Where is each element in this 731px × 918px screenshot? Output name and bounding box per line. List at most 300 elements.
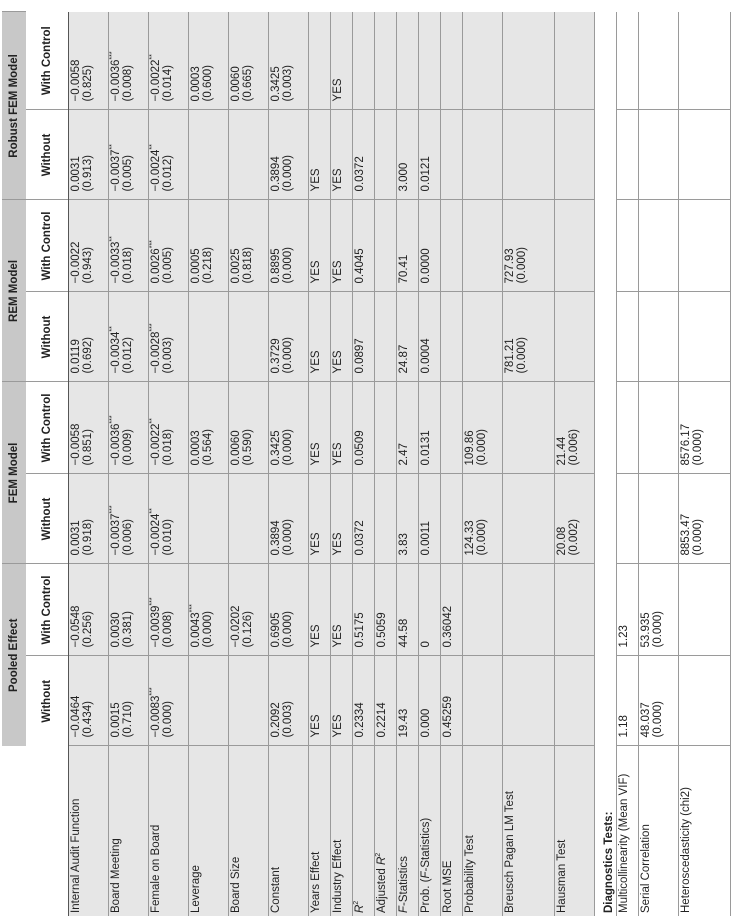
corner-cell: [26, 746, 69, 916]
coefficient-value: 2.47: [398, 443, 410, 466]
table-body: [69, 12, 731, 916]
row-label: Root MSE: [441, 746, 463, 916]
empty-cell: [595, 292, 617, 382]
table-cell: [397, 12, 419, 110]
coefficient-value: 8576.17: [680, 423, 692, 466]
coefficient-value: 0.0030: [110, 612, 122, 648]
table-row: [109, 12, 149, 916]
table-cell: [149, 200, 189, 292]
table-row: [331, 12, 353, 916]
table-cell: [463, 656, 503, 746]
table-cell: [269, 564, 309, 656]
p-value: (0.008): [122, 65, 134, 102]
table-cell: [375, 382, 397, 474]
table-cell: [269, 656, 309, 746]
p-value: (0.434): [82, 701, 94, 738]
coefficient-value: 1.23: [618, 625, 630, 648]
coefficient-value: 0.2334: [354, 702, 366, 738]
group-header: REM Model: [2, 200, 26, 382]
table-cell: [229, 200, 269, 292]
table-cell: [229, 564, 269, 656]
p-value: (0.692): [82, 337, 94, 374]
coefficient-value: YES: [310, 442, 322, 466]
table-cell: [617, 564, 639, 656]
table-cell: [353, 200, 375, 292]
table-cell: [463, 110, 503, 200]
row-label: Internal Audit Function: [69, 746, 109, 916]
table-cell: [463, 200, 503, 292]
table-cell: [149, 12, 189, 110]
table-cell: [189, 12, 229, 110]
column-header: Without: [26, 110, 69, 200]
table-cell: [463, 12, 503, 110]
row-label: Breusch Pagan LM Test: [503, 746, 555, 916]
coefficient-value: 0.3729: [270, 338, 282, 374]
coefficient-value: 0.0003: [190, 66, 202, 102]
coefficient-value: 24.87: [398, 344, 410, 374]
table-cell: [419, 474, 441, 564]
table-cell: [229, 110, 269, 200]
empty-cell: [595, 382, 617, 474]
empty-cell: [595, 564, 617, 656]
table-cell: [555, 110, 595, 200]
table-row: [419, 12, 441, 916]
table-cell: [149, 564, 189, 656]
table-cell: [269, 110, 309, 200]
table-cell: [555, 656, 595, 746]
coefficient-value: 53.935: [640, 612, 652, 648]
table-cell: [503, 200, 555, 292]
coefficient-value: 0.0031: [70, 520, 82, 556]
table-cell: [397, 382, 419, 474]
table-row: [149, 12, 189, 916]
table-cell: [189, 382, 229, 474]
coefficient-value: 0: [420, 641, 432, 648]
coefficient-value: 0.2092: [270, 702, 282, 738]
table-cell: [441, 200, 463, 292]
table-cell: [69, 656, 109, 746]
p-value: (0.564): [202, 429, 214, 466]
p-value: (0.000): [282, 337, 294, 374]
coefficient-value: −0.0022: [70, 241, 82, 284]
table-cell: [375, 656, 397, 746]
table-cell: [419, 12, 441, 110]
table-cell: [353, 382, 375, 474]
p-value: (0.000): [162, 701, 174, 738]
table-cell: [639, 564, 679, 656]
p-value: (0.003): [282, 701, 294, 738]
coefficient-value: 0.0015: [110, 702, 122, 738]
p-value: (0.000): [652, 701, 664, 738]
coefficient-value: 8853.47: [680, 513, 692, 556]
table-cell: [109, 200, 149, 292]
table-cell: [555, 474, 595, 564]
table-cell: [229, 656, 269, 746]
coefficient-value: 0.0121: [420, 156, 432, 192]
coefficient-value: 0.8895: [270, 248, 282, 284]
p-value: (0.818): [242, 247, 254, 284]
group-header: Pooled Effect: [2, 564, 26, 746]
table-cell: [503, 110, 555, 200]
row-label: Years Effect: [309, 746, 331, 916]
table-cell: [679, 382, 731, 474]
table-cell: [397, 110, 419, 200]
table-cell: [109, 292, 149, 382]
table-cell: [69, 200, 109, 292]
coefficient-value: 48.037: [640, 702, 652, 738]
empty-cell: [595, 12, 617, 110]
table-cell: [331, 12, 353, 110]
coefficient-value: YES: [332, 442, 344, 466]
coefficient-value: YES: [332, 78, 344, 102]
coefficient-value: −0.0036***: [109, 415, 122, 466]
p-value: (0.000): [282, 155, 294, 192]
table-row: [69, 12, 109, 916]
table-cell: [463, 474, 503, 564]
empty-cell: [595, 200, 617, 292]
table-cell: [419, 200, 441, 292]
p-value: (0.913): [82, 155, 94, 192]
coefficient-value: YES: [310, 350, 322, 374]
row-label: Board Size: [229, 746, 269, 916]
table-cell: [69, 564, 109, 656]
table-cell: [309, 382, 331, 474]
p-value: (0.918): [82, 519, 94, 556]
row-label: Board Meeting: [109, 746, 149, 916]
table-cell: [189, 200, 229, 292]
p-value: (0.000): [282, 247, 294, 284]
coefficient-value: YES: [310, 260, 322, 284]
coefficient-value: YES: [332, 168, 344, 192]
table-row: [229, 12, 269, 916]
table-row: [397, 12, 419, 916]
table-cell: [441, 656, 463, 746]
table-cell: [503, 12, 555, 110]
coefficient-value: 0.0372: [354, 520, 366, 556]
row-label: Hausman Test: [555, 746, 595, 916]
coefficient-value: 0.0897: [354, 338, 366, 374]
table-cell: [397, 656, 419, 746]
row-label: Prob. (F-Statistics): [419, 746, 441, 916]
table-cell: [503, 382, 555, 474]
coefficient-value: −0.0037***: [109, 505, 122, 556]
table-cell: [639, 656, 679, 746]
table-cell: [397, 564, 419, 656]
table-cell: [419, 656, 441, 746]
table-row: [503, 12, 555, 916]
coefficient-value: 0.3425: [270, 66, 282, 102]
coefficient-value: YES: [332, 714, 344, 738]
table-cell: [353, 564, 375, 656]
table-cell: [639, 200, 679, 292]
table-cell: [679, 110, 731, 200]
table-cell: [331, 656, 353, 746]
table-cell: [69, 12, 109, 110]
table-row: [679, 12, 731, 916]
table-cell: [639, 292, 679, 382]
table-cell: [149, 656, 189, 746]
table-row: [189, 12, 229, 916]
p-value: (0.000): [692, 519, 704, 556]
coefficient-value: YES: [332, 532, 344, 556]
diagnostics-header-row: [595, 12, 617, 916]
row-label: Heteroscedasticity (chi2): [679, 746, 731, 916]
coefficient-value: −0.0039***: [149, 597, 162, 648]
p-value: (0.008): [162, 611, 174, 648]
coefficient-value: 0.45259: [442, 695, 454, 738]
p-value: (0.665): [242, 65, 254, 102]
coefficient-value: 0.0509: [354, 430, 366, 466]
table-cell: [503, 474, 555, 564]
p-value: (0.014): [162, 65, 174, 102]
p-value: (0.825): [82, 65, 94, 102]
table-cell: [397, 474, 419, 564]
coefficient-value: 0.3425: [270, 430, 282, 466]
table-cell: [375, 200, 397, 292]
coefficient-value: 0.0011: [420, 521, 432, 556]
table-row: [309, 12, 331, 916]
p-value: (0.018): [122, 247, 134, 284]
coefficient-value: 0.36042: [442, 605, 454, 648]
p-value: (0.003): [162, 337, 174, 374]
coefficient-value: −0.0202: [230, 605, 242, 648]
p-value: (0.126): [242, 611, 254, 648]
table-cell: [397, 292, 419, 382]
table-row: [639, 12, 679, 916]
coefficient-value: 0.3894: [270, 156, 282, 192]
table-cell: [69, 110, 109, 200]
p-value: (0.000): [282, 611, 294, 648]
table-cell: [149, 110, 189, 200]
p-value: (0.003): [282, 65, 294, 102]
table-cell: [679, 656, 731, 746]
coefficient-value: −0.0028***: [149, 323, 162, 374]
p-value: (0.000): [652, 611, 664, 648]
table-cell: [617, 656, 639, 746]
table-cell: [353, 292, 375, 382]
table-cell: [189, 656, 229, 746]
table-row: [617, 12, 639, 916]
row-label: Adjusted $R^2$: [375, 746, 397, 916]
coefficient-value: 0.6905: [270, 612, 282, 648]
table-cell: [189, 564, 229, 656]
table-cell: [375, 292, 397, 382]
table-cell: [463, 382, 503, 474]
table-cell: [309, 200, 331, 292]
table-cell: [331, 292, 353, 382]
coefficient-value: −0.0037**: [109, 144, 122, 192]
coefficient-value: 0.0025: [230, 248, 242, 284]
coefficient-value: 0.0060: [230, 66, 242, 102]
p-value: (0.005): [162, 247, 174, 284]
coefficient-value: 0.5059: [376, 612, 388, 648]
table-cell: [109, 564, 149, 656]
coefficient-value: 0.4045: [354, 248, 366, 284]
coefficient-value: 0.5175: [354, 612, 366, 648]
table-cell: [503, 292, 555, 382]
table-cell: [229, 292, 269, 382]
coefficient-value: 44.58: [398, 618, 410, 648]
table-cell: [419, 292, 441, 382]
group-header: Robust FEM Model: [2, 12, 26, 200]
table-cell: [441, 292, 463, 382]
p-value: (0.000): [692, 429, 704, 466]
table-cell: [149, 292, 189, 382]
coefficient-value: 20.08: [556, 526, 568, 556]
coefficient-value: 0.0060: [230, 430, 242, 466]
p-value: (0.006): [568, 429, 580, 466]
p-value: (0.000): [202, 611, 214, 648]
sub-header-row: [26, 12, 69, 916]
table-cell: [375, 12, 397, 110]
table-cell: [109, 474, 149, 564]
table-cell: [639, 474, 679, 564]
p-value: (0.012): [162, 155, 174, 192]
column-header: With Control: [26, 564, 69, 656]
coefficient-value: 727.93: [504, 248, 516, 284]
p-value: (0.000): [282, 429, 294, 466]
table-cell: [269, 382, 309, 474]
empty-cell: [595, 474, 617, 564]
coefficient-value: 0.2214: [376, 702, 388, 738]
row-label: F-Statistics: [397, 746, 419, 916]
table-cell: [375, 110, 397, 200]
p-value: (0.000): [516, 337, 528, 374]
coefficient-value: 70.41: [398, 254, 410, 284]
coefficient-value: 19.43: [398, 708, 410, 738]
table-cell: [503, 564, 555, 656]
table-cell: [617, 200, 639, 292]
coefficient-value: YES: [310, 714, 322, 738]
table-cell: [331, 110, 353, 200]
coefficient-value: 3.000: [398, 162, 410, 192]
table-cell: [639, 382, 679, 474]
group-header: FEM Model: [2, 382, 26, 564]
table-cell: [189, 110, 229, 200]
row-label: Leverage: [189, 746, 229, 916]
empty-cell: [595, 110, 617, 200]
table-cell: [397, 200, 419, 292]
table-cell: [419, 564, 441, 656]
coefficient-value: −0.0022**: [149, 54, 162, 102]
coefficient-value: 0.0026***: [149, 240, 162, 284]
p-value: (0.000): [476, 429, 488, 466]
table-cell: [679, 564, 731, 656]
diagnostics-title: Diagnostics Tests:: [595, 746, 617, 916]
coefficient-value: YES: [332, 624, 344, 648]
table-row: [555, 12, 595, 916]
coefficient-value: YES: [332, 260, 344, 284]
table-cell: [353, 656, 375, 746]
p-value: (0.943): [82, 247, 94, 284]
p-value: (0.012): [122, 337, 134, 374]
p-value: (0.010): [162, 519, 174, 556]
table-cell: [679, 474, 731, 564]
p-value: (0.600): [202, 65, 214, 102]
table-cell: [331, 382, 353, 474]
coefficient-value: 0.0119: [70, 339, 82, 374]
table-cell: [617, 292, 639, 382]
table-cell: [617, 12, 639, 110]
p-value: (0.381): [122, 611, 134, 648]
coefficient-value: −0.0058: [70, 59, 82, 102]
table-cell: [679, 12, 731, 110]
table-cell: [269, 292, 309, 382]
coefficient-value: 781.21: [504, 338, 516, 374]
coefficient-value: −0.0022**: [149, 418, 162, 466]
regression-results-table: [2, 11, 731, 916]
p-value: (0.000): [516, 247, 528, 284]
p-value: (0.005): [122, 155, 134, 192]
coefficient-value: 0.0000: [420, 248, 432, 284]
coefficient-value: −0.0464: [70, 695, 82, 738]
coefficient-value: 0.3894: [270, 520, 282, 556]
table-cell: [149, 382, 189, 474]
table-cell: [441, 12, 463, 110]
table-cell: [617, 382, 639, 474]
table-cell: [375, 564, 397, 656]
coefficient-value: 3.83: [398, 533, 410, 556]
coefficient-value: YES: [332, 350, 344, 374]
row-label: Female on Board: [149, 746, 189, 916]
table-cell: [331, 200, 353, 292]
table-cell: [353, 12, 375, 110]
table-cell: [555, 382, 595, 474]
table-cell: [353, 110, 375, 200]
coefficient-value: 0.0372: [354, 156, 366, 192]
table-cell: [269, 200, 309, 292]
coefficient-value: −0.0548: [70, 605, 82, 648]
coefficient-value: 124.33: [464, 520, 476, 556]
row-label: Industry Effect: [331, 746, 353, 916]
table-cell: [109, 110, 149, 200]
table-cell: [309, 474, 331, 564]
table-cell: [463, 292, 503, 382]
row-label: Serial Correlation: [639, 746, 679, 916]
coefficient-value: 1.18: [618, 715, 630, 738]
p-value: (0.002): [568, 519, 580, 556]
p-value: (0.000): [476, 519, 488, 556]
column-header: With Control: [26, 382, 69, 474]
table-cell: [149, 474, 189, 564]
p-value: (0.590): [242, 429, 254, 466]
coefficient-value: 0.0031: [70, 156, 82, 192]
column-header: Without: [26, 292, 69, 382]
table-cell: [69, 474, 109, 564]
table-cell: [309, 656, 331, 746]
table-cell: [331, 474, 353, 564]
table-cell: [555, 292, 595, 382]
coefficient-value: −0.0058: [70, 423, 82, 466]
coefficient-value: 21.44: [556, 436, 568, 466]
row-label: Probability Test: [463, 746, 503, 916]
table-cell: [441, 564, 463, 656]
table-cell: [463, 564, 503, 656]
coefficient-value: −0.0024**: [149, 144, 162, 192]
empty-cell: [595, 656, 617, 746]
table-cell: [69, 382, 109, 474]
coefficient-value: −0.0024**: [149, 508, 162, 556]
table-cell: [269, 12, 309, 110]
table-row: [375, 12, 397, 916]
table-cell: [229, 382, 269, 474]
coefficient-value: YES: [310, 532, 322, 556]
coefficient-value: −0.0033**: [109, 236, 122, 284]
table-cell: [189, 292, 229, 382]
table-cell: [555, 564, 595, 656]
table-cell: [269, 474, 309, 564]
table-cell: [229, 12, 269, 110]
